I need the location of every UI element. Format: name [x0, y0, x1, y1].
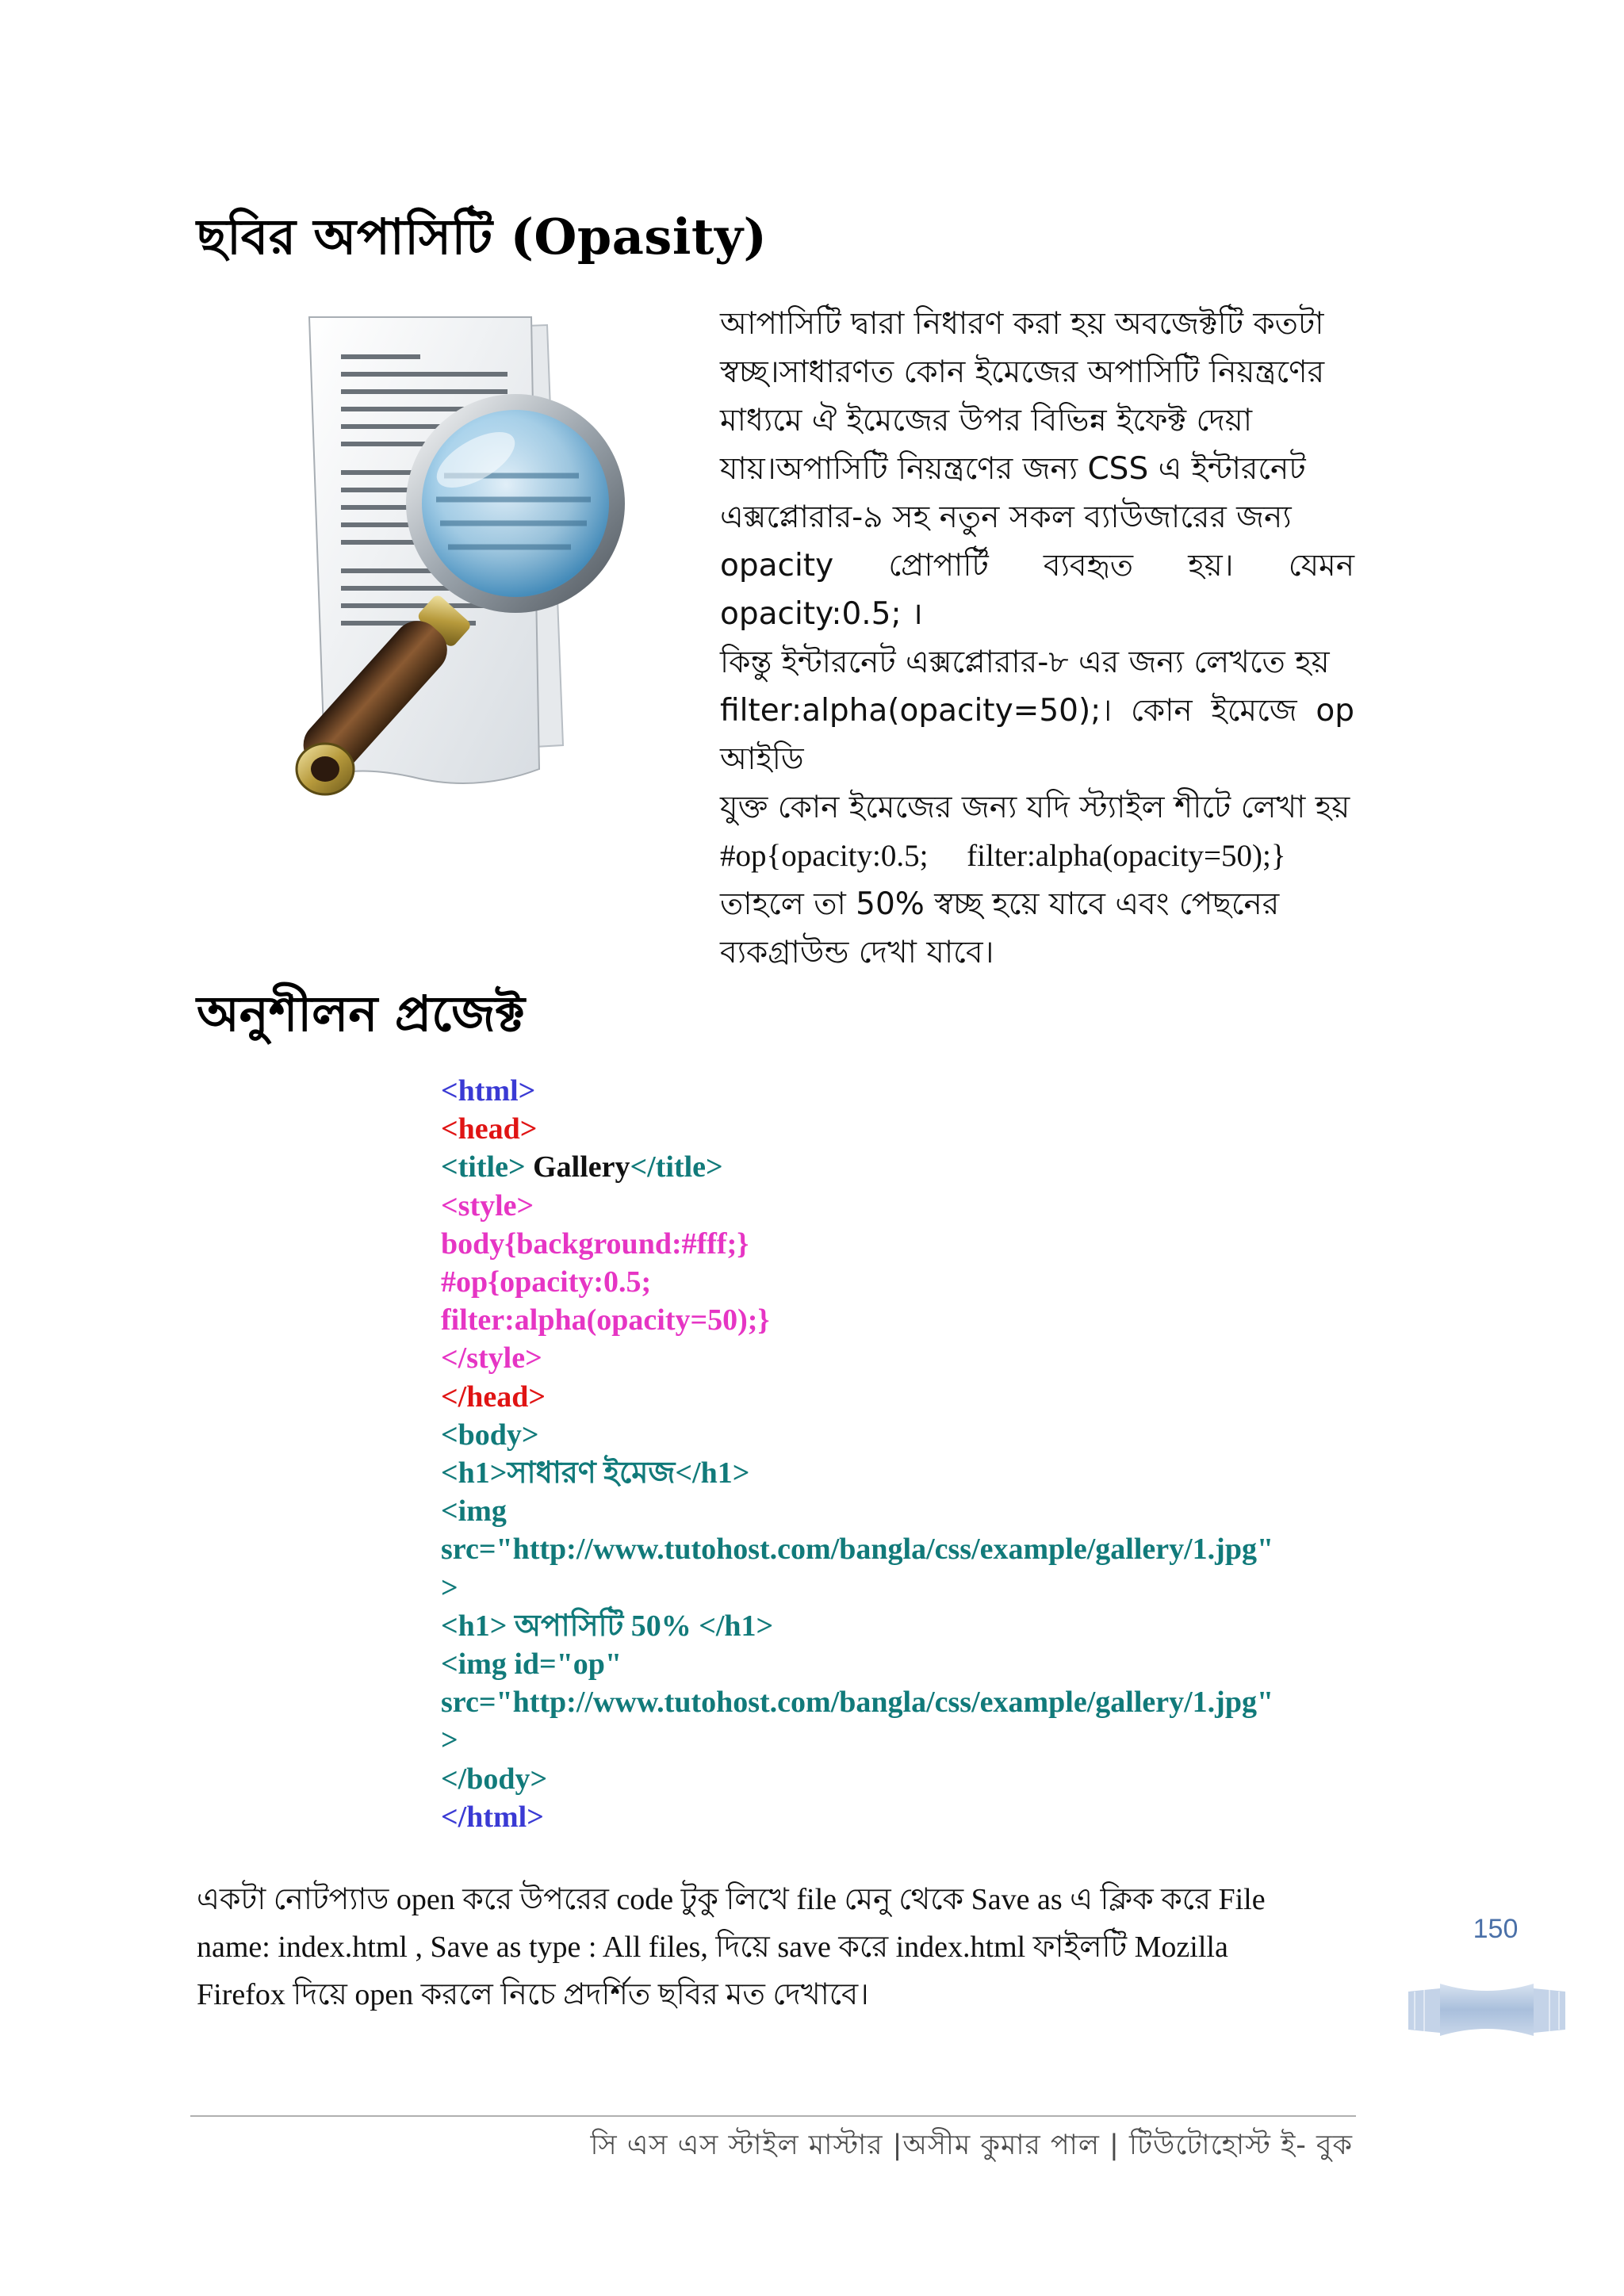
code-line: <style>: [441, 1188, 534, 1223]
code-line: </body>: [441, 1762, 548, 1796]
paragraph-line: #op{opacity:0.5; filter:alpha(opacity=50);}: [720, 839, 1286, 873]
code-line: #op{opacity:0.5;: [441, 1265, 652, 1299]
code-line: [441, 1148, 1385, 1186]
code-line: body{background:#fff;}: [441, 1226, 749, 1261]
code-line: </head>: [441, 1380, 546, 1414]
code-line: <html>: [441, 1074, 536, 1108]
opacity-description-paragraph: [720, 300, 1354, 977]
code-listing: [441, 1072, 1385, 1836]
paragraph-line: filter:alpha(opacity=50);। কোন ইমেজে op আইডি: [720, 693, 1354, 777]
paragraph-line: আপাসিটি দ্বারা নিধারণ করা হয় অবজেক্টটি কতটা: [720, 306, 1324, 342]
footer-divider: [190, 2115, 1356, 2117]
paragraph-line: এক্সপ্লোরার-৯ সহ নতুন সকল ব্যাউজারের জন্য: [720, 499, 1292, 535]
page-number: 150: [1473, 1914, 1519, 1944]
footer-text: সি এস এস স্টাইল মাস্টার |অসীম কুমার পাল | টিউটোহোস্ট ই- বুক: [590, 2130, 1353, 2161]
paragraph-line: স্বচ্ছ।সাধারণত কোন ইমেজের অপাসিটি নিয়ন্ত্রণের: [720, 354, 1325, 390]
code-line: >: [441, 1724, 458, 1758]
instructions-paragraph: [197, 1876, 1351, 2019]
section-heading-opacity: ছবির অপাসিটি (Opasity): [197, 208, 768, 266]
code-token: <title>: [441, 1150, 526, 1184]
paragraph-line: Firefox দিয়ে open করলে নিচে প্রদর্শিত ছবির মত দেখাবে।: [197, 1978, 869, 2011]
code-token: Gallery: [525, 1150, 630, 1184]
code-line: >: [441, 1571, 458, 1605]
code-line: <h1> অপাসিটি 50% </h1>: [441, 1609, 774, 1643]
code-line: <h1>সাধারণ ইমেজ</h1>: [441, 1456, 750, 1490]
code-line: <head>: [441, 1112, 538, 1146]
paragraph-line: মাধ্যমে ঐ ইমেজের উপর বিভিন্ন ইফেক্ট দেয়া: [720, 403, 1253, 438]
code-line: <img id="op": [441, 1647, 622, 1682]
magnifier-document-icon: [278, 301, 674, 825]
code-token: </title>: [630, 1150, 723, 1184]
paragraph-line: যায়।অপাসিটি নিয়ন্ত্রণের জন্য CSS এ ইন্টারনেট: [720, 451, 1306, 487]
code-line: </html>: [441, 1800, 544, 1834]
code-line: filter:alpha(opacity=50);}: [441, 1303, 770, 1337]
paragraph-line: একটা নোটপ্যাড open করে উপরের code টুকু লিখে file মেনু থেকে Save as এ ক্লিক করে File: [197, 1883, 1266, 1916]
code-line: src="http://www.tutohost.com/bangla/css/example/gallery/1.jpg": [441, 1686, 1274, 1720]
code-line: src="http://www.tutohost.com/bangla/css/example/gallery/1.jpg": [441, 1533, 1274, 1567]
paragraph-line: opacity প্রোপার্টি ব্যবহৃত হয়। যেমন opacity:0.5; ।: [720, 548, 1354, 632]
paragraph-line: name: index.html , Save as type : All files, দিয়ে save করে index.html ফাইলটি Mozilla: [197, 1931, 1228, 1964]
paragraph-line: ব্যকগ্রাউন্ড দেখা যাবে।: [720, 935, 994, 970]
code-line: <body>: [441, 1418, 539, 1452]
code-line: </style>: [441, 1341, 542, 1376]
page-ribbon-ornament-icon: [1408, 1980, 1565, 2039]
paragraph-line: তাহলে তা 50% স্বচ্ছ হয়ে যাবে এবং পেছনের: [720, 886, 1280, 922]
code-line: <img: [441, 1494, 507, 1529]
paragraph-line: কিন্তু ইন্টারনেট এক্সপ্লোরার-৮ এর জন্য লেখতে হয়: [720, 645, 1330, 680]
section-heading-practice-project: অনুশীলন প্রজেক্ট: [197, 985, 525, 1043]
paragraph-line: যুক্ত কোন ইমেজের জন্য যদি স্ট্যাইল শীটে লেখা হয়: [720, 790, 1350, 825]
